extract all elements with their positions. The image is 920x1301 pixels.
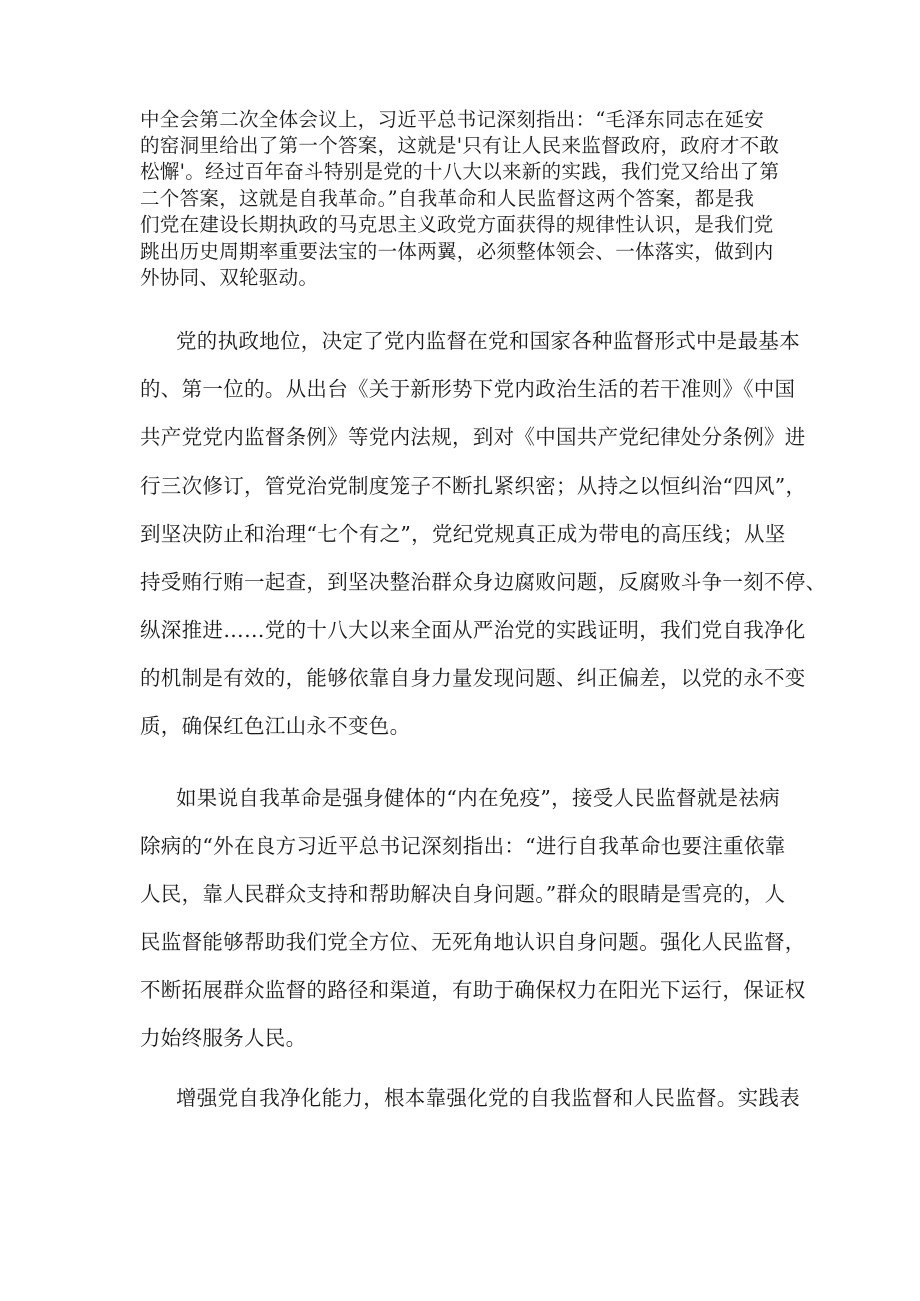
text-line: 质，确保红色江山永不变色。 <box>140 714 411 738</box>
text-line: 行三次修订，管党治党制度笼子不断扎紧织密；从持之以恒纠治“四风”， <box>140 474 807 498</box>
text-line: 持受贿行贿一起查，到坚决整治群众身边腐败问题，反腐败斗争一刻不停、 <box>140 570 827 594</box>
text-line: 到坚决防止和治理“七个有之”，党纪党规真正成为带电的高压线；从坚 <box>140 522 786 546</box>
text-line: 如果说自我革命是强身健体的“内在免疫”，接受人民监督就是祛病 <box>176 786 780 810</box>
text-line: 民监督能够帮助我们党全方位、无死角地认识自身问题。强化人民监督， <box>140 930 806 954</box>
text-line: 的、第一位的。从出台《关于新形势下党内政治生活的若干准则》《中国 <box>140 377 796 401</box>
text-line: 不断拓展群众监督的路径和渠道，有助于确保权力在阳光下运行，保证权 <box>140 978 806 1002</box>
text-line: 二个答案，这就是自我革命。”自我革命和人民监督这两个答案，都是我 <box>140 187 755 210</box>
text-line: 党的执政地位，决定了党内监督在党和国家各种监督形式中是最基本 <box>176 329 800 353</box>
text-line: 除病的“外在良方习近平总书记深刻指出：“进行自我革命也要注重依靠 <box>140 834 786 858</box>
text-line: 增强党自我净化能力，根本靠强化党的自我监督和人民监督。实践表 <box>176 1086 800 1110</box>
text-line: 人民，靠人民群众支持和帮助解决自身问题。”群众的眼睛是雪亮的，人 <box>140 882 786 906</box>
text-line: 中全会第二次全体会议上，习近平总书记深刻指出：“毛泽东同志在延安 <box>140 108 765 131</box>
text-line: 们党在建设长期执政的马克思主义政党方面获得的规律性认识，是我们党 <box>140 213 774 236</box>
text-line: 外协同、双轮驱动。 <box>140 266 319 289</box>
text-line: 松懈'。经过百年奋斗特别是党的十八大以来新的实践，我们党又给出了第 <box>140 160 780 183</box>
text-line: 力始终服务人民。 <box>140 1026 307 1050</box>
text-line: 纵深推进……党的十八大以来全面从严治党的实践证明，我们党自我净化 <box>140 618 806 642</box>
text-line: 的窑洞里给出了第一个答案，这就是'只有让人民来监督政府，政府才不敢 <box>140 134 780 157</box>
text-line: 的机制是有效的，能够依靠自身力量发现问题、纠正偏差，以党的永不变 <box>140 666 806 690</box>
text-line: 跳出历史周期率重要法宝的一体两翼，必须整体领会、一体落实，做到内 <box>140 240 774 263</box>
text-line: 共产党党内监督条例》等党内法规，到对《中国共产党纪律处分条例》进 <box>140 425 806 449</box>
